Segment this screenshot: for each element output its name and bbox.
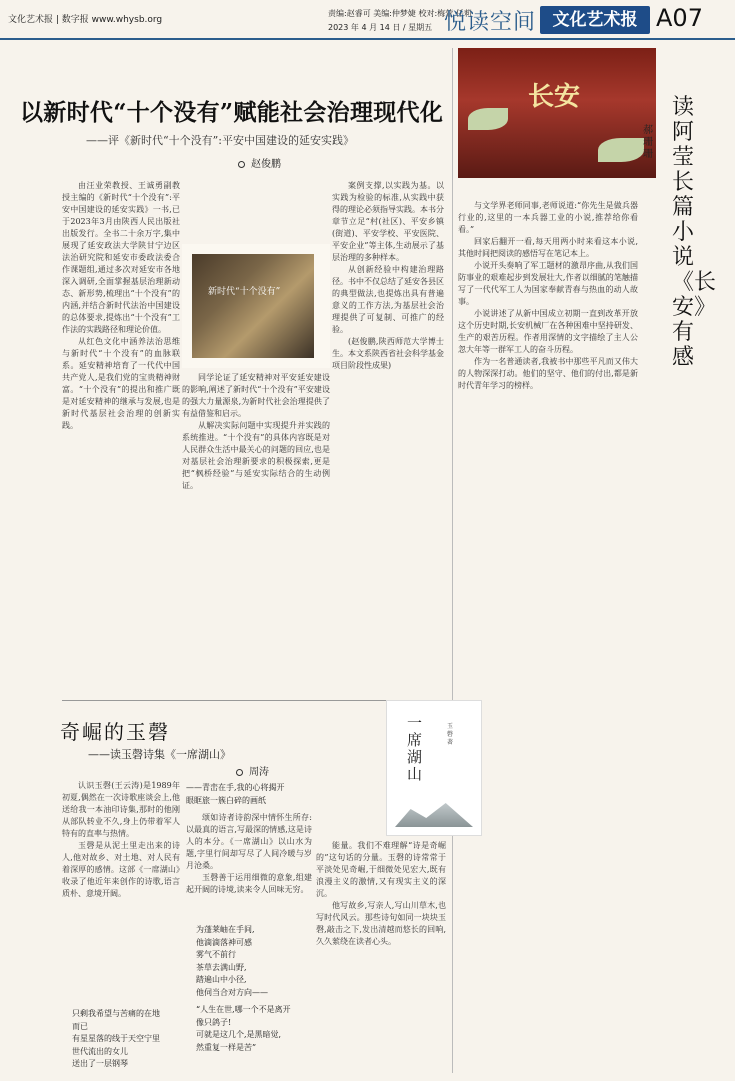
poem-line: 为蓬莱岫在手间, — [196, 925, 255, 934]
article2-column-3 — [316, 840, 446, 1068]
poem-line: 然重复一样是苦” — [196, 1042, 257, 1052]
poem-line: 像只鸽子! — [196, 1017, 232, 1027]
poem-line: 只剩我希望与苦痛的在地 — [72, 1009, 160, 1018]
poem-line: “人生在世,哪一个不是离开 — [196, 1005, 291, 1014]
poem-line: 茶草去满山野, — [196, 962, 247, 972]
page-number: A07 — [656, 4, 703, 32]
article1-column-1 — [62, 180, 180, 700]
article1-title: 以新时代“十个没有”赋能社会治理现代化 — [20, 99, 444, 126]
book-cover-image — [182, 244, 330, 368]
editor-line: 责编:赵睿可 美编:仲梦婕 校对:梅萱 任莉 — [328, 9, 472, 18]
leaf-decoration — [468, 108, 508, 130]
poem-line: 可就是这几个,是黑暗觉, — [196, 1030, 282, 1039]
poem-line: 而已 — [72, 1021, 88, 1031]
poem-line: 世代流出的女儿 — [72, 1046, 128, 1056]
paragraph: 小说讲述了从新中国成立初期一直到改革开放这个历史时期,长安机械厂在各种困难中坚持研发、生产的艰苦历程。作者用深情的文字描绘了主人公忽大年等一群军工人的奋斗历程。 — [458, 309, 638, 354]
paragraph: 同学论证了延安精神对平安延安建设的影响,阐述了新时代“十个没有”平安建设的强大力量源泉,为新时代社会治理提供了有益借鉴和启示。 — [182, 373, 330, 418]
book-cover-title: 一席湖山 — [407, 714, 423, 783]
paragraph: (赵俊鹏,陕西师范大学博士生。本文系陕西省社会科学基金项目阶段性成果) — [332, 337, 444, 370]
article2-subtitle: ——读玉磬诗集《一席湖山》 — [88, 748, 231, 761]
date-line: 2023 年 4 月 14 日 / 星期五 — [328, 23, 433, 32]
section-title: 悦读空间 — [444, 10, 537, 35]
book-cover-title: 新时代“十个没有” — [208, 287, 281, 297]
book-cover-art — [192, 254, 314, 358]
article3-author: 郝珊珊 — [643, 125, 653, 160]
poem-line: 踏遍山中小径, — [196, 975, 247, 984]
poem-line: 眼眶旅一簇白碎的画纸 — [186, 795, 266, 805]
article1-subtitle: ——评《新时代“十个没有”:平安中国建设的延安实践》 — [86, 134, 354, 147]
poem-excerpt — [196, 1004, 291, 1054]
book-cover-photo — [458, 48, 656, 178]
article1-author-name: 赵俊鹏 — [251, 159, 281, 170]
poem-excerpt — [186, 782, 285, 807]
paragraph: 作为一名普通读者,我被书中那些平凡而又伟大的人物深深打动。他们的坚守、他们的付出,都是新时代青年学习的榜样。 — [458, 357, 638, 390]
paragraph: 认识玉磬(王云涛)是1989年初夏,偶然在一次诗歌座谈会上,他送给我一本油印诗集,那时的他刚从部队转业不久,身上仍带着军人特有的直率与热情。 — [62, 781, 180, 838]
column-divider — [452, 48, 453, 1073]
paragraph: 玉磬善于运用细微的意象,组建起开阔的诗境,读来令人回味无穷。 — [186, 873, 312, 894]
article1-column-3 — [332, 180, 444, 700]
paragraph: 他写故乡,写亲人,写山川草木,也写时代风云。那些诗句如同一块块玉磬,敲击之下,发出清越而悠长的回响,久久萦绕在读者心头。 — [316, 901, 446, 946]
poem-line: 送出了一层钢琴 — [72, 1059, 128, 1068]
article1-author — [238, 155, 281, 170]
poem-excerpt — [72, 1008, 160, 1071]
article2-author — [236, 763, 269, 778]
paragraph: 从创新经验中构建治理路径。书中不仅总结了延安各县区的典型做法,也提炼出具有普遍意义的工作方法,为基层社会治理提供了可复制、可推广的经验。 — [332, 265, 444, 334]
paragraph: 能量。我们不难理解“诗是奇崛的”这句话的分量。玉磬的诗常常于平淡处见奇崛,于细微处见宏大,既有浪漫主义的激情,又有现实主义的深沉。 — [316, 841, 446, 898]
paragraph: 回家后翻开一看,每天用两小时来看这本小说,其他时间把阅读的感悟写在笔记本上。 — [458, 237, 638, 258]
paragraph: 从红色文化中涵养法治思维与新时代“十个没有”的血脉联系。延安精神培育了一代代中国共产党人,是我们党的宝贵精神财富。“十个没有”的提出和推广既是对延安精神的继承与发展,也是新时代基层社会治理的创新实践。 — [62, 337, 180, 430]
photo-cover-title: 长安 — [528, 82, 581, 112]
article1-column-2 — [182, 372, 330, 700]
leaf-decoration — [598, 138, 644, 162]
paragraph: 颂如诗者诗韵深中情怀生所存:以最真的语言,写最深的情感,这是诗人的本分。《一席湖山》以山水为题,字里行间却写尽了人间冷暖与岁月沧桑。 — [186, 813, 312, 870]
paragraph: 案例支撑,以实践为基。以实践为检验的标准,从实践中获得的理论必须指导实践。本书分章节立足“村(社区)、平安乡镇(街道)、平安学校、平安医院、平安企业”等主体,生动展示了基层治理的多种样本。 — [332, 181, 444, 262]
poem-line: 他滴滴落神可感 — [196, 937, 252, 947]
poem-line: ——青峦在手,我的心将揭开 — [186, 783, 285, 792]
masthead-logo: 文化艺术报 — [540, 6, 650, 34]
article3-column — [458, 200, 638, 1070]
poem-line: 有星星落的线于天空宁里 — [72, 1034, 160, 1043]
paragraph: 由汪业荣教授、王诚勇副教授主编的《新时代“十个没有”:平安中国建设的延安实践》一书,已于2023年3月由陕西人民出版社出版发行。全书二十余万字,集中展现了延安政法大学陕甘宁边区法治研究院和延安市委政法委合作课题组,通过多次对延安市各地深入调研,全面掌握基层治理新动态、新形势,梳理出“十个没有”的内涵,并结合新时代法治中国建设的总体要求,提炼出“十个没有”工作法的实践路径和理论价值。 — [62, 181, 180, 334]
bullet-icon — [238, 161, 245, 168]
article2-column-2 — [186, 812, 312, 920]
poem-excerpt — [196, 924, 268, 999]
bullet-icon — [236, 769, 243, 776]
book-cover-author: 玉磬著 — [447, 723, 454, 746]
article2-column-1 — [62, 780, 180, 998]
article2-title: 奇崛的玉磬 — [60, 720, 170, 744]
article3-title: 读阿莹长篇小说《长安》有感 — [672, 95, 717, 370]
header-rule — [0, 38, 735, 40]
poem-line: 雾气不前行 — [196, 950, 236, 959]
edition-label: 文化艺术报 | 数字报 www.whysb.org — [8, 15, 163, 25]
paragraph: 从解决实际问题中实现提升并实践的系统推进。“十个没有”的具体内容既是对人民群众生活中最关心的问题的回应,也是对基层社会治理新要求的积极探索,更是把“枫桥经验”与延安实际结合的生动例证。 — [182, 421, 330, 490]
page-header — [0, 0, 735, 40]
paragraph: 玉磬是从泥土里走出来的诗人,他对故乡、对土地、对人民有着深厚的感情。这部《一席湖山》收录了他近年来创作的诗歌,语言质朴、意境开阔。 — [62, 841, 180, 898]
poem-line: 他伺当合对方向—— — [196, 987, 268, 997]
paragraph: 与文学界老师同事,老师说道:“你先生是做兵器行业的,这里的一本兵器工业的小说,推荐给你看看。” — [458, 201, 638, 234]
article2-author-name: 周涛 — [249, 767, 269, 778]
paragraph: 小说开头奏响了军工题材的激昂序曲,从我们国防事业的艰难起步到发展壮大,作者以细腻的笔触描写了一代代军工人为国家奉献青春与热血的动人故事。 — [458, 261, 638, 306]
